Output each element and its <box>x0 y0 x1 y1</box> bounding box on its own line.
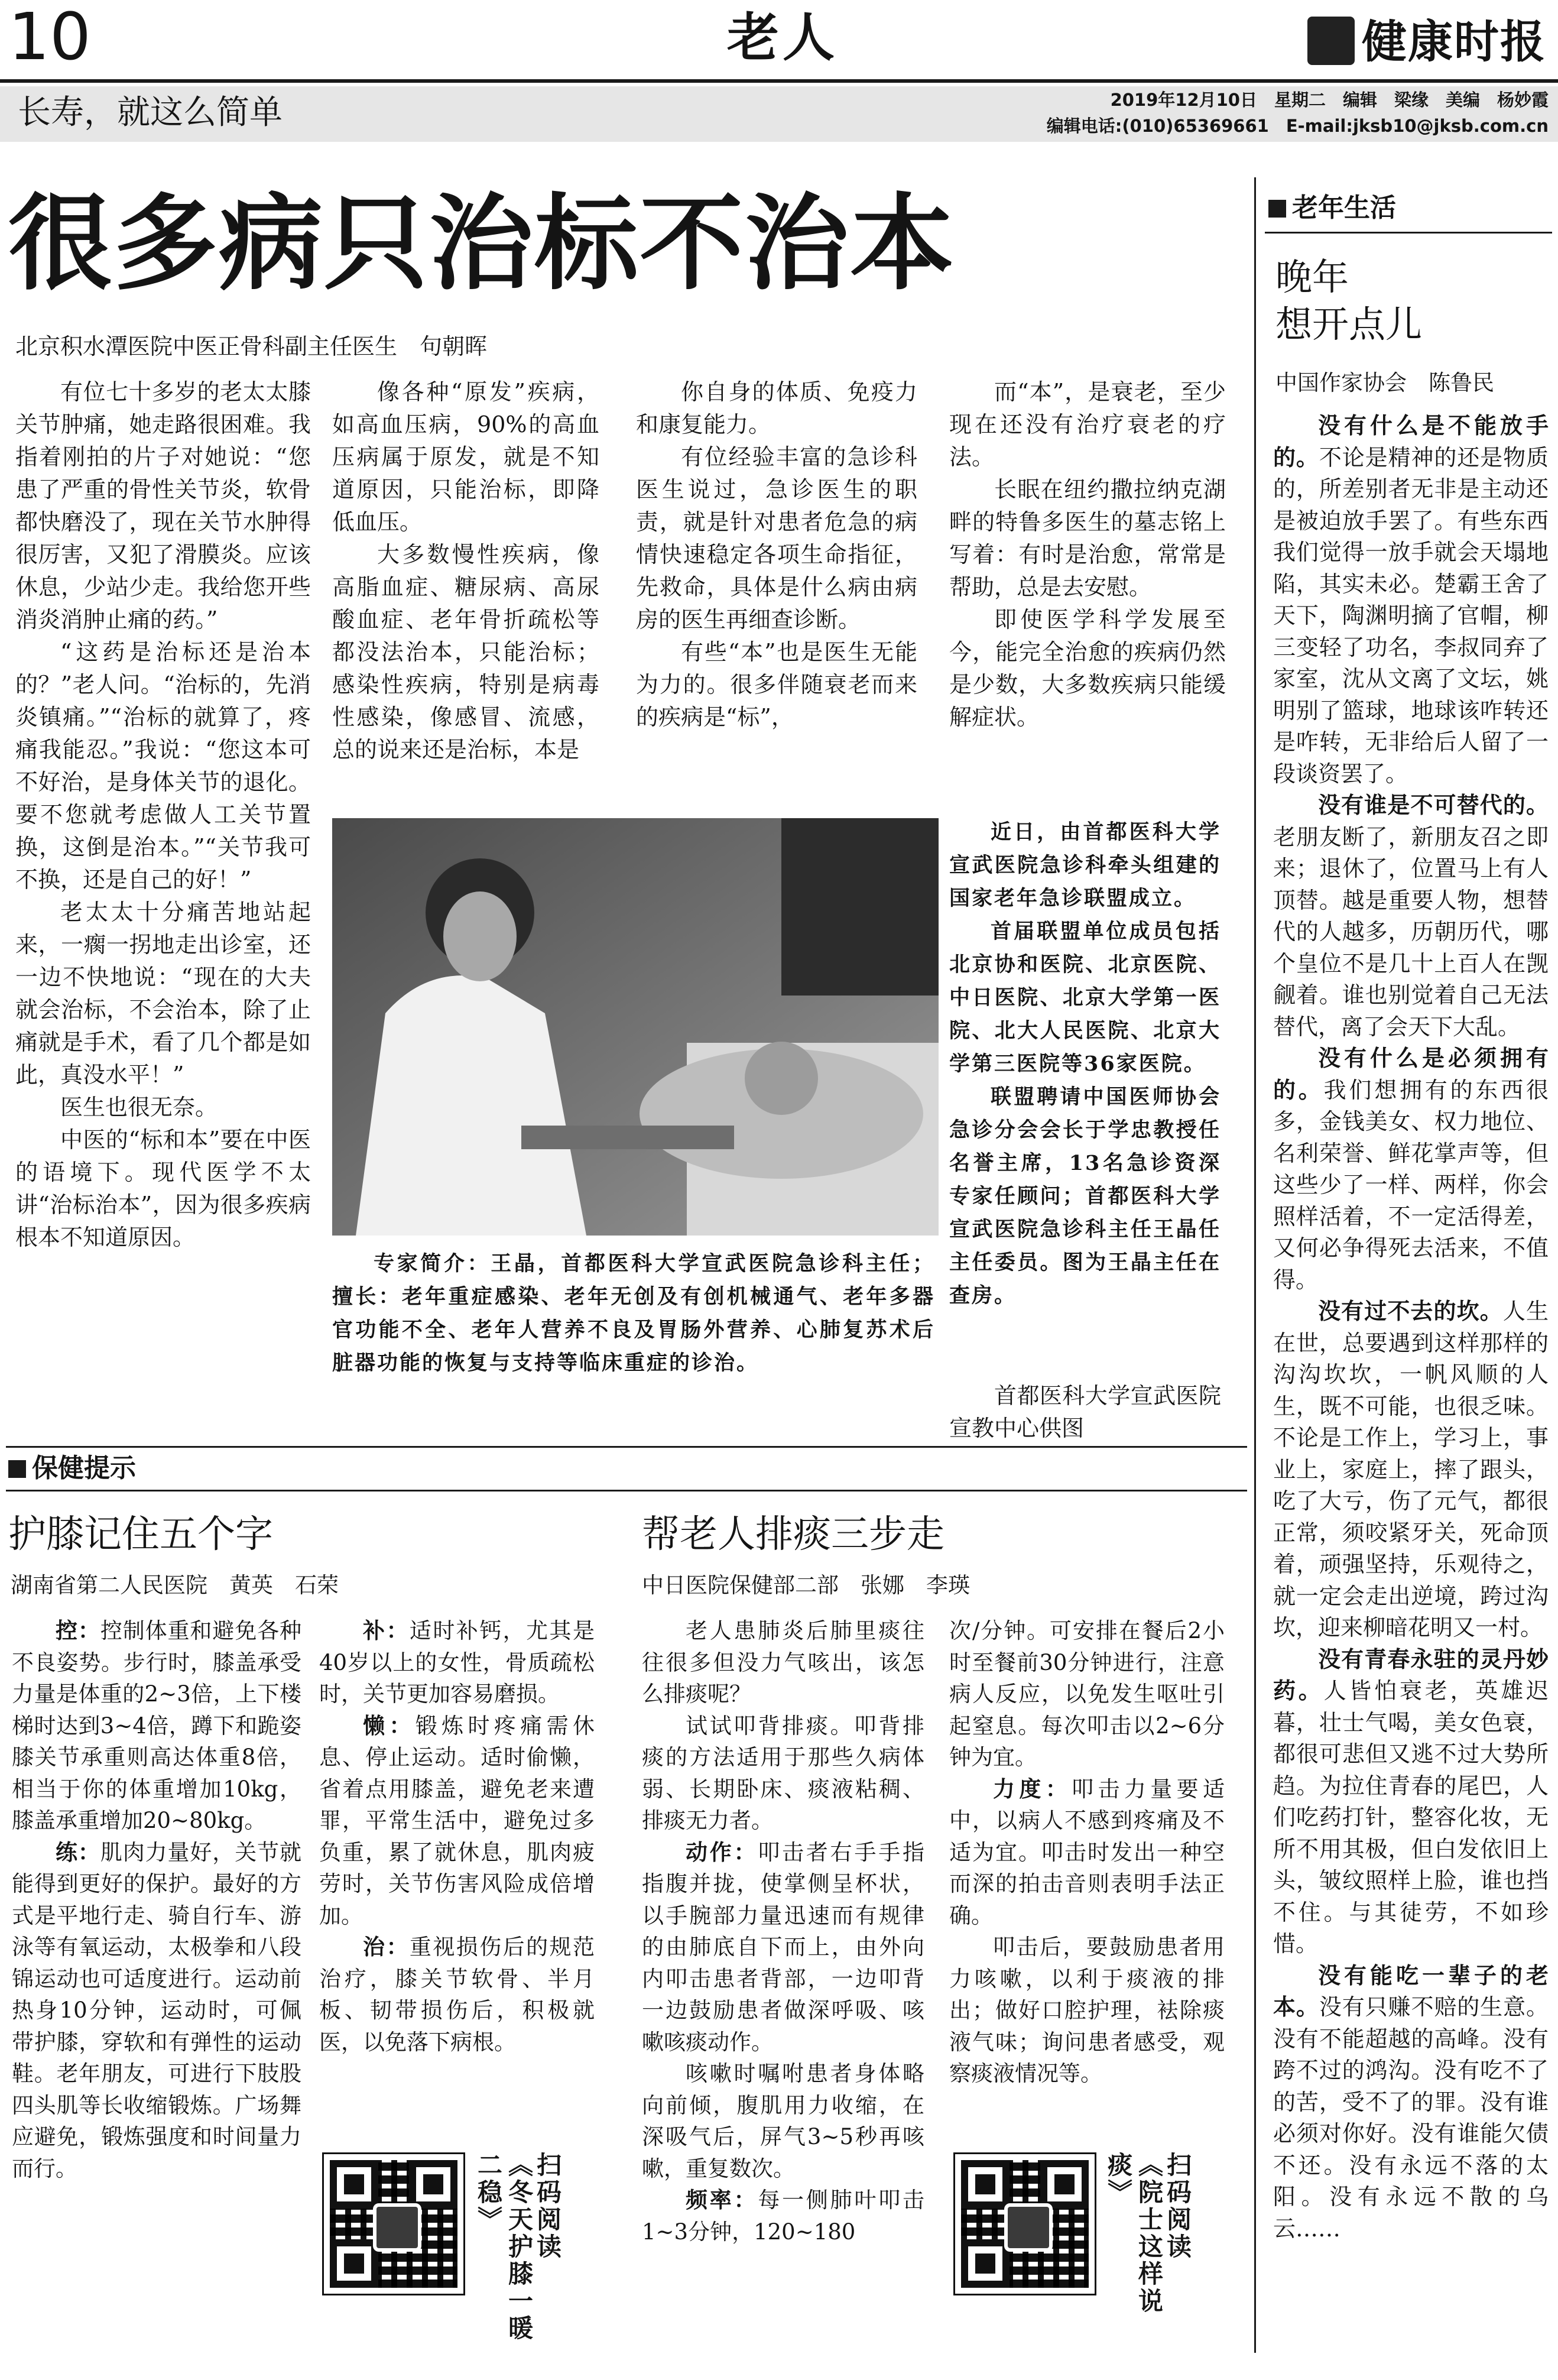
paragraph: 没有能吃一辈子的老本。没有只赚不赔的生意。没有不能超越的高峰。没有跨不过的鸿沟。没有吃不了的苦，受不了的罪。没有谁必须对你好。没有谁能欠债不还。没有永远不落的太阳。没有永远不散的乌云…… <box>1273 1962 1549 2242</box>
sputum-column-2 <box>949 1615 1225 2090</box>
sidebar-title-line1: 晚年 <box>1275 255 1349 299</box>
article-column-4 <box>949 376 1226 734</box>
knee-article <box>0 1493 627 2368</box>
paragraph: 控：控制体重和避免各种不良姿势。步行时，膝盖承受力量是体重的2~3倍，上下楼梯时达到3~4倍，蹲下和跪姿膝关节承重则高达体重8倍，相当于你的体重增加10kg，膝盖承重增加20~80kg。 <box>12 1618 302 1833</box>
paragraph: 老太太十分痛苦地站起来，一瘸一拐地走出诊室，还一边不快地说：“现在的大夫就会治标，不会治本，除了止痛就是手术，看了几个都是如此，真没水平！” <box>15 899 311 1088</box>
photo-credit: 首都医科大学宣武医院宣教中心供图 <box>949 1383 1221 1441</box>
date-line: 2019年12月10日 星期二 编辑 梁缘 美编 杨妙霞 <box>1110 90 1549 110</box>
qr-logo-icon <box>373 2203 421 2252</box>
paragraph: “这药是治标还是治本的？”老人问。“治标的，先消炎镇痛。”“治标的就算了，疼痛我能忍。”我说：“您这本可不好治，是身体关节的退化。要不您就考虑做人工关节置换，这倒是治本。”“关节我可不换，还是自己的好！” <box>15 639 311 893</box>
paragraph: 次/分钟。可安排在餐后2小时至餐前30分钟进行，注意病人反应，以免发生呕吐引起窒息。每次叩击以2~6分钟为宜。 <box>949 1618 1225 1770</box>
masthead <box>0 0 1558 142</box>
slogan: 长寿，就这么简单 <box>18 93 283 132</box>
paragraph: 试试叩背排痰。叩背排痰的方法适用于那些久病体弱、长期卧床、痰液粘稠、排痰无力者。 <box>642 1713 924 1833</box>
paragraph: 治：重视损伤后的规范治疗，膝关节软骨、半月板、韧带损伤后，积极就医，以免落下病根。 <box>319 1934 595 2055</box>
paragraph: 有位经验丰富的急诊科医生说过，急诊医生的职责，就是针对患者危急的病情快速稳定各项生命指征，先救命，具体是什么病由病房的医生再细查诊断。 <box>636 444 917 633</box>
knee-column-1 <box>12 1615 301 2184</box>
knee-qr-code[interactable] <box>324 2154 463 2294</box>
expert-position: 首都医科大学宣武医院急诊科主任； <box>561 1251 935 1276</box>
expert-intro <box>332 1247 935 1380</box>
page-number: 10 <box>8 0 91 74</box>
sputum-article <box>627 1493 1253 2368</box>
paragraph: 咳嗽时嘱咐患者身体略向前倾，腹肌用力收缩，在深吸气后，屏气3~5秒再咳嗽，重复数次。 <box>642 2061 924 2181</box>
paragraph: 力度：叩击力量要适中，以病人不感到疼痛及不适为宜。叩击时发出一种空而深的拍击音则表明手法正确。 <box>949 1776 1225 1928</box>
news-photo <box>332 818 939 1236</box>
knee-byline: 湖南省第二人民医院 黄英 石荣 <box>11 1572 339 1598</box>
article-column-1 <box>15 376 311 1254</box>
masthead-top-rule <box>0 79 1558 83</box>
sidebar <box>1265 177 1552 2365</box>
paragraph: 动作：叩击者右手手指指腹并拢，使掌侧呈杯状，以手腕部力量迅速而有规律的由肺底自下而上，由外向内叩击患者背部，一边叩背一边鼓励患者做深呼吸、咳嗽咳痰动作。 <box>642 1839 925 2055</box>
paragraph: 有位七十多岁的老太太膝关节肿痛，她走路很困难。我指着刚拍的片子对她说：“您患了严重的骨性关节炎，软骨都快磨没了，现在关节水肿得很厉害，又犯了滑膜炎。应该休息，少站少走。我给您开些消炎消肿止痛的药。” <box>15 379 311 633</box>
paragraph: 频率：每一侧肺叶叩击1~3分钟，120~180 <box>642 2187 925 2245</box>
sputum-qr-code[interactable] <box>955 2154 1095 2294</box>
paragraph: 没有过不去的坎。人生在世，总要遇到这样那样的沟沟坎坎，一帆风顺的人生，既不可能，也很乏味。不论是工作上，学习上，事业上，家庭上，摔了跟头，吃了大亏，伤了元气，都很正常，须咬紧牙关，死命顶着，顽强坚持，乐观待之，就一定会走出逆境，跨过沟坎，迎来柳暗花明又一村。 <box>1273 1298 1549 1640</box>
paragraph: 大多数慢性疾病，像高脂血症、糖尿病、高尿酸血症、老年骨折疏松等都没法治本，只能治标；感染性疾病，特别是病毒性感染，像感冒、流感，总的说来还是治标，本是 <box>332 542 599 763</box>
news-paragraph: 近日，由首都医科大学宣武医院急诊科牵头组建的国家老年急诊联盟成立。 <box>949 820 1221 910</box>
contact-line: 编辑电话:(010)65369661 E-mail:jksb10@jksb.com.cn <box>1046 116 1549 136</box>
paragraph: 中医的“标和本”要在中医的语境下。现代医学不太讲“治标治本”，因为很多疾病根本不知道原因。 <box>15 1127 311 1250</box>
expert-name: 王晶， <box>491 1252 561 1276</box>
health-top-rule <box>6 1446 1247 1448</box>
paragraph: 即使医学科学发展至今，能完全治愈的疾病仍然是少数，大多数疾病只能缓解症状。 <box>949 607 1226 730</box>
news-paragraph: 联盟聘请中国医师协会急诊分会会长于学忠教授任名誉主席，13名急诊资深专家任顾问；首都医科大学宣武医院急诊科主任王晶任主任委员。图为王晶主任在查房。 <box>949 1085 1221 1308</box>
paragraph: 而“本”，是衰老，至少现在还没有治疗衰老的疗法。 <box>949 379 1226 470</box>
sidebar-body <box>1273 410 1549 2245</box>
sputum-title: 帮老人排痰三步走 <box>642 1513 944 1557</box>
sputum-qr-caption: 扫码阅读 <box>1163 2152 1192 2261</box>
sidebar-byline: 中国作家协会 陈鲁民 <box>1275 370 1494 395</box>
sidebar-title-line2: 想开点儿 <box>1275 303 1423 346</box>
knee-title: 护膝记住五个字 <box>8 1513 273 1557</box>
news-paragraph: 首届联盟单位成员包括北京协和医院、北京医院、中日医院、北京大学第一医院、北大人民医院、北京大学第三医院等36家医院。 <box>949 919 1221 1076</box>
health-header-rule <box>6 1490 1247 1491</box>
paragraph: 有些“本”也是医生无能为力的。很多伴随衰老而来的疾病是“标”， <box>636 639 917 730</box>
paragraph: 医生也很无奈。 <box>60 1094 218 1120</box>
paragraph: 像各种“原发”疾病，如高血压病，90%的高血压病属于原发，就是不知道原因，只能治标，即降低血压。 <box>332 379 599 535</box>
knee-column-2 <box>319 1615 595 2058</box>
sputum-column-1 <box>642 1615 924 2248</box>
article-column-2 <box>332 376 599 766</box>
expert-specialty: 老年重症感染、老年无创及有创机械通气、老年多器官功能不全、老年人营养不良及胃肠外营养、心肺复苏术后脏器功能的恢复与支持等临床重症的诊治。 <box>332 1285 935 1375</box>
section-title: 老人 <box>727 7 839 68</box>
sidebar-header-rule <box>1265 232 1552 234</box>
expert-specialty-label: 擅长： <box>332 1285 402 1309</box>
article-title: 很多病只治标不治本 <box>8 182 956 304</box>
brand-name: 健康时报 <box>1362 15 1546 68</box>
paragraph: 练：肌肉力量好，关节就能得到更好的保护。最好的方式是平地行走、骑自行车、游泳等有氧运动，太极拳和八段锦运动也可适度进行。运动前热身10分钟，运动时，可佩带护膝，穿软和有弹性的运动鞋。老年朋友，可进行下肢股四头肌等长收缩锻炼。广场舞应避免，锻炼强度和时间量力而行。 <box>12 1839 302 2181</box>
sputum-qr-title: 《院士这样说痰》 <box>1104 2152 1164 2315</box>
paragraph: 老人患肺炎后肺里痰往往很多但没力气咳出，该怎么排痰呢？ <box>642 1618 924 1707</box>
paragraph: 长眠在纽约撒拉纳克湖畔的特鲁多医生的墓志铭上写着：有时是治愈，常常是帮助，总是去安慰。 <box>949 476 1226 600</box>
paragraph: 没有谁是不可替代的。老朋友断了，新朋友召之即来；退休了，位置马上有人顶替。越是重要人物，想替代的人越多，历朝历代，哪个皇位不是几十上百人在觊觎着。谁也别觉着自己无法替代，离了会天下大乱。 <box>1273 792 1549 1040</box>
brand-seal-icon <box>1307 17 1355 65</box>
knee-qr-caption: 扫码阅读 <box>533 2152 562 2261</box>
sputum-byline: 中日医院保健部二部 张娜 李瑛 <box>642 1572 970 1598</box>
expert-intro-label: 专家简介： <box>374 1252 491 1276</box>
health-section-header: 保健提示 <box>8 1452 136 1485</box>
paragraph: 没有青春永驻的灵丹妙药。人皆怕衰老，英雄迟暮，壮士气喝，美女色衰，都很可悲但又逃不过大势所趋。为拉住青春的尾巴，人们吃药打针，整容化妆，无所不用其极，但白发依旧上头，皱纹照样上脸，谁也挡不住。与其徒劳，不如珍惜。 <box>1273 1646 1549 1957</box>
article-column-3 <box>636 376 917 734</box>
article-byline: 北京积水潭医院中医正骨科副主任医生 句朝晖 <box>15 333 488 359</box>
news-brief <box>949 816 1221 1312</box>
paragraph: 没有什么是不能放手的。不论是精神的还是物质的，所差别者无非是主动还是被迫放手罢了。有些东西我们觉得一放手就会天塌地陷，其实未必。楚霸王舍了天下，陶渊明摘了官帽，柳三变轻了功名，李叔同弃了家室，沈从文离了文坛，姚明别了篮球，地球该咋转还是咋转，无非给后人留了一段谈资罢了。 <box>1273 413 1549 787</box>
paragraph: 懒：锻炼时疼痛需休息、停止运动。适时偷懒，省着点用膝盖，避免老来遭罪，平常生活中，避免过多负重，累了就休息，肌肉疲劳时，关节伤害风险成倍增加。 <box>319 1713 595 1928</box>
paragraph: 没有什么是必须拥有的。我们想拥有的东西很多，金钱美女、权力地位、名利荣誉、鲜花掌声等，但这些少了一样、两样，你会照样活着，不一定活得差，又何必争得死去活来，不值得。 <box>1273 1045 1549 1293</box>
main-article <box>0 148 1241 1441</box>
sidebar-divider <box>1254 177 1256 2353</box>
knee-qr-title: 《冬天护膝一暖二稳》 <box>474 2152 534 2342</box>
paragraph: 你自身的体质、免疫力和康复能力。 <box>636 379 917 437</box>
square-bullet-icon <box>8 1460 26 1478</box>
paragraph: 补：适时补钙，尤其是40岁以上的女性，骨质疏松时，关节更加容易磨损。 <box>319 1618 595 1707</box>
square-bullet-icon <box>1268 200 1286 218</box>
sidebar-section-header: 老年生活 <box>1268 192 1396 225</box>
brand-logo <box>1307 13 1550 70</box>
qr-logo-icon <box>1004 2203 1053 2252</box>
doctor-patient-photo <box>332 818 939 1236</box>
paragraph: 叩击后，要鼓励患者用力咳嗽，以利于痰液的排出；做好口腔护理，袪除痰液气味；询问患者感受，观察痰液情况等。 <box>949 1934 1225 2086</box>
